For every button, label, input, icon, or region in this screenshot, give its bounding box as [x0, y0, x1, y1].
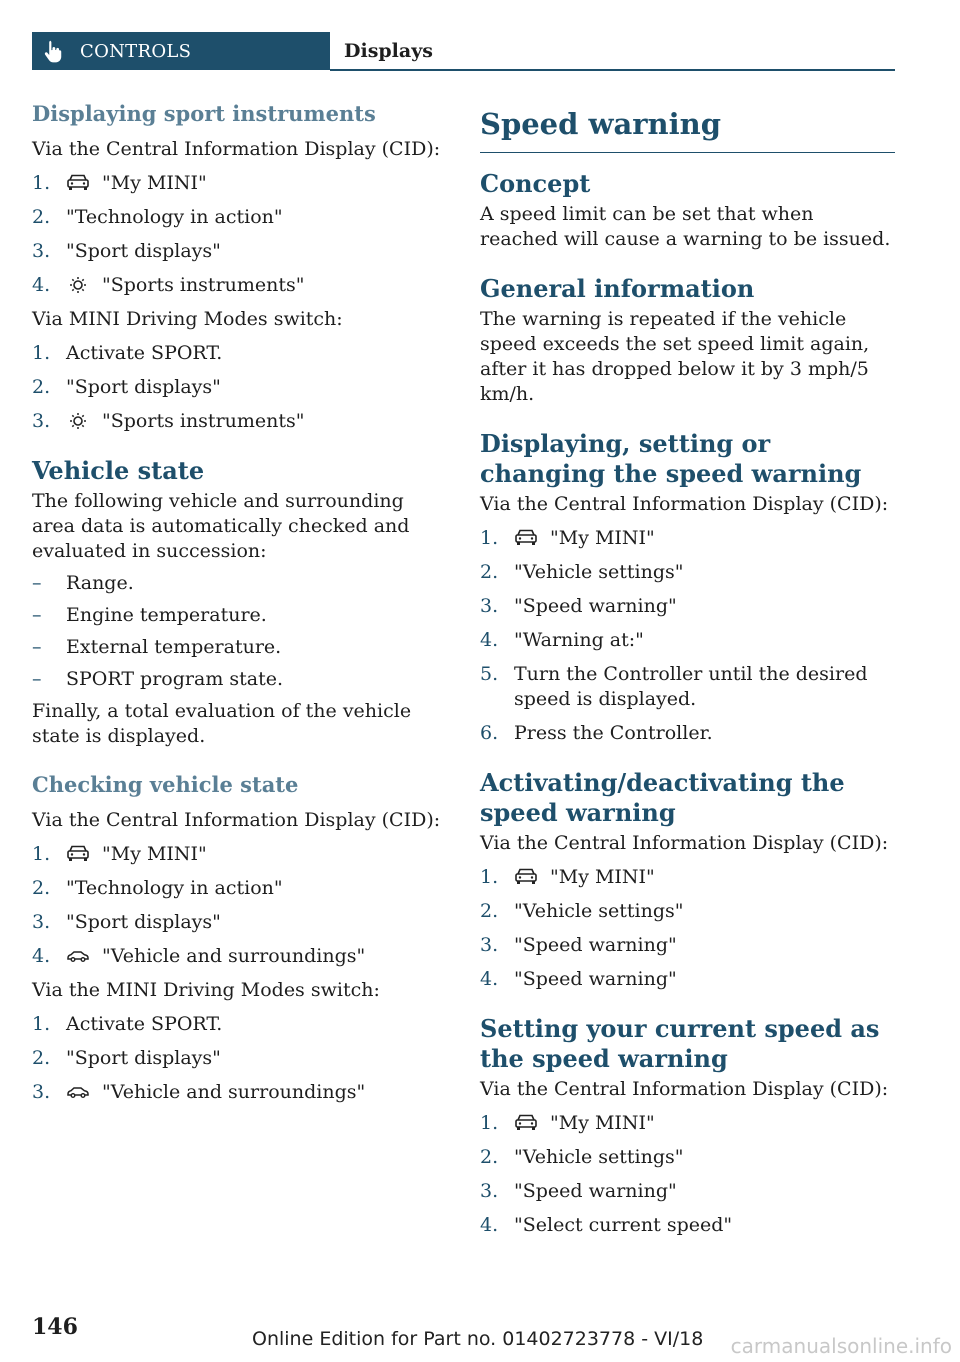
left-column: [32, 100, 447, 1105]
list-item: 4. "Sports instruments": [32, 274, 305, 296]
sport-switch-steps: [32, 341, 447, 434]
via-cid-text: Via the Central Information Display (CID):: [32, 809, 441, 831]
via-cid-text: Via the Central Information Display (CID):: [32, 138, 441, 160]
list-item: 4. "Select current speed": [480, 1214, 733, 1236]
heading-general-information: General information: [480, 274, 755, 303]
heading-vehicle-state: Vehicle state: [32, 456, 205, 485]
sport-cid-steps: [32, 171, 447, 298]
gauge-icon: [66, 410, 90, 430]
list-item: 1. "My MINI": [32, 843, 207, 865]
list-item: 3. "Sport displays": [32, 911, 221, 933]
via-cid-text: Via the Central Information Display (CID):: [480, 493, 889, 515]
list-item: 4. "Vehicle and surroundings": [32, 945, 366, 967]
list-item: 1. "My MINI": [480, 527, 655, 549]
list-item: 5. Turn the Controller until the desired speed is displayed.: [480, 663, 868, 710]
displaying-steps: [480, 526, 895, 746]
list-item: 2. "Vehicle settings": [480, 561, 684, 583]
list-item: 1. "My MINI": [32, 172, 207, 194]
edition-footer: Online Edition for Part no. 01402723778 - VI/18: [252, 1328, 704, 1350]
general-body: The warning is repeated if the vehicle speed exceeds the set speed limit again, after it has dropped below it by 3 mph/5 km/h.: [480, 308, 870, 405]
list-item: – External temperature.: [32, 636, 282, 658]
list-item: 3. "Speed warning": [480, 595, 677, 617]
list-item: 2. "Vehicle settings": [480, 900, 684, 922]
list-item: 6. Press the Controller.: [480, 722, 713, 744]
heading-checking-vehicle-state: Checking vehicle state: [32, 772, 299, 797]
checking-cid-steps: [32, 842, 447, 969]
list-item: 3. "Speed warning": [480, 934, 677, 956]
section-label: CONTROLS: [80, 40, 192, 62]
list-item: 3. "Speed warning": [480, 1180, 677, 1202]
car-front-icon: [514, 1112, 538, 1132]
watermark: carmanualsonline.info: [730, 1334, 952, 1358]
section-rule: [480, 152, 895, 153]
checking-switch-steps: [32, 1012, 447, 1105]
list-item: 2. "Vehicle settings": [480, 1146, 684, 1168]
list-item: – Engine temperature.: [32, 604, 267, 626]
car-front-icon: [514, 527, 538, 547]
list-item: 1. Activate SPORT.: [32, 342, 223, 364]
list-item: 1. "My MINI": [480, 866, 655, 888]
car-side-icon: [66, 1081, 90, 1101]
current-speed-steps: [480, 1111, 895, 1238]
car-front-icon: [66, 843, 90, 863]
list-item: 1. "My MINI": [480, 1112, 655, 1134]
heading-speed-warning: Speed warning: [480, 107, 721, 141]
page-header: [32, 32, 895, 72]
page-number: 146: [32, 1314, 78, 1340]
chapter-title: Displays: [344, 40, 433, 62]
right-column: [480, 100, 895, 1238]
vehicle-state-final: Finally, a total evaluation of the vehicle state is displayed.: [32, 700, 412, 747]
heading-sport-instruments: Displaying sport instruments: [32, 101, 376, 126]
car-front-icon: [66, 172, 90, 192]
list-item: 2. "Sport displays": [32, 376, 221, 398]
list-item: 3. "Sports instruments": [32, 410, 305, 432]
car-front-icon: [514, 866, 538, 886]
via-switch-text: Via MINI Driving Modes switch:: [32, 308, 343, 330]
list-item: – SPORT program state.: [32, 668, 284, 690]
heading-current-speed-warning: Setting your current speed as the speed warning: [480, 1014, 880, 1073]
list-item: 3. "Vehicle and surroundings": [32, 1081, 366, 1103]
list-item: 2. "Technology in action": [32, 877, 283, 899]
list-item: 1. Activate SPORT.: [32, 1013, 223, 1035]
via-cid-text: Via the Central Information Display (CID):: [480, 1078, 889, 1100]
via-switch-text: Via the MINI Driving Modes switch:: [32, 979, 380, 1001]
car-side-icon: [66, 945, 90, 965]
header-rule: [330, 69, 895, 71]
hand-pointer-icon: [40, 38, 66, 64]
list-item: 3. "Sport displays": [32, 240, 221, 262]
list-item: 4. "Warning at:": [480, 629, 644, 651]
via-cid-text: Via the Central Information Display (CID):: [480, 832, 889, 854]
activating-steps: [480, 865, 895, 992]
heading-displaying-speed-warning: Displaying, setting or changing the speed warning: [480, 429, 862, 488]
heading-activating-speed-warning: Activating/deactivating the speed warning: [480, 768, 845, 827]
vehicle-state-body: The following vehicle and surrounding area data is automatically checked and evaluated in succession:: [32, 490, 410, 562]
list-item: 2. "Sport displays": [32, 1047, 221, 1069]
list-item: 2. "Technology in action": [32, 206, 283, 228]
vehicle-state-list: [32, 571, 447, 692]
concept-body: A speed limit can be set that when reached will cause a warning to be issued.: [480, 203, 891, 250]
heading-concept: Concept: [480, 169, 591, 198]
gauge-icon: [66, 274, 90, 294]
section-tab: [32, 32, 330, 70]
list-item: – Range.: [32, 572, 134, 594]
list-item: 4. "Speed warning": [480, 968, 677, 990]
